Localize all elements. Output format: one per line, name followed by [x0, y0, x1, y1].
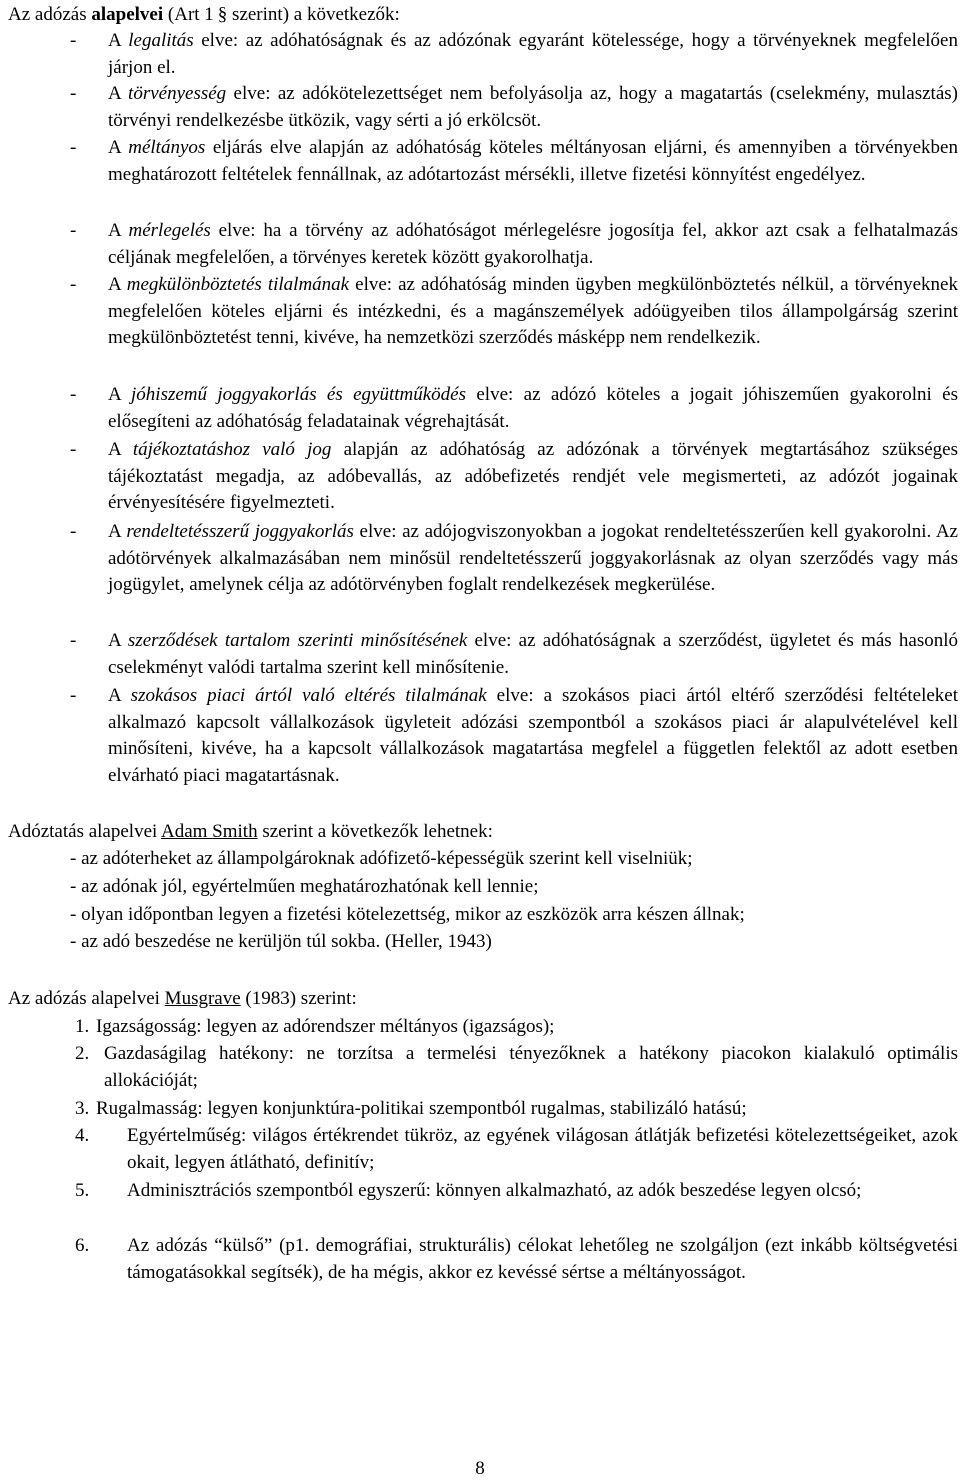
- list-item: [108, 135, 958, 188]
- item-term: megkülönböztetés tilalmának: [126, 274, 350, 295]
- list-item: - az adónak jól, egyértelműen meghatározhatónak kell lennie;: [70, 876, 539, 897]
- item-term: mérlegelés: [128, 220, 211, 241]
- item-prefix: A: [108, 83, 129, 104]
- intro-text: Adóztatás alapelvei: [8, 821, 161, 842]
- list-number: 1.: [75, 1016, 90, 1037]
- section2-intro: [8, 819, 493, 845]
- section3-intro: [8, 986, 357, 1012]
- item-prefix: A: [108, 439, 133, 460]
- list-item: Adminisztrációs szempontból egyszerű: könnyen alkalmazható, az adók beszedése legyen olcsó;: [127, 1180, 862, 1201]
- list-bullet: -: [70, 630, 77, 651]
- item-text: elve: ha a törvény az adóhatóságot mérlegelésre jogosítja fel, akkor azt csak a felhatalmazás céljának megfelelően, a törvényes keretek között gyakorolhatja.: [108, 220, 958, 268]
- list-bullet: -: [70, 439, 77, 460]
- item-text: alapján az adóhatóság az adózónak a törvények megtartásához szükséges tájékoztatást megadja, az adóbevallás, az adóbefizetés rendjét vele megismerteti, az adózót jogainak érvényesítésére figyelmezteti.: [108, 439, 958, 513]
- list-bullet: -: [70, 274, 77, 295]
- item-term: legalitás: [128, 30, 194, 51]
- item-prefix: A: [108, 137, 129, 158]
- page-number: 8: [475, 1458, 485, 1479]
- intro-text: szerint) a következők:: [227, 4, 400, 25]
- list-item: [108, 437, 958, 517]
- list-number: 3.: [75, 1098, 90, 1119]
- list-item: [108, 81, 958, 134]
- list-item: Rugalmasság: legyen konjunktúra-politikai szempontból rugalmas, stabilizáló hatású;: [96, 1098, 747, 1119]
- list-bullet: -: [70, 384, 77, 405]
- list-item: [108, 218, 958, 271]
- list-number: 5.: [75, 1180, 90, 1201]
- item-term: rendeltetésszerű joggyakorlás: [126, 521, 354, 542]
- list-bullet: -: [70, 220, 77, 241]
- list-item: - az adó beszedése ne kerüljön túl sokba. (Heller, 1943): [70, 931, 492, 952]
- list-item: [108, 382, 958, 435]
- item-term: méltányos: [128, 137, 206, 158]
- list-item: Az adózás “külső” (p1. demográfiai, strukturális) célokat lehetőleg ne szolgáljon (ezt inkább költségvetési támogatásokkal segítsék), de ha mégis, akkor ez kevéssé sértse a méltányosságot.: [127, 1235, 958, 1283]
- item-prefix: A: [108, 521, 127, 542]
- list-number: 6.: [75, 1235, 90, 1256]
- item-text: Gazdaságilag hatékony: ne torzítsa a termelési tényezőknek a hatékony piacokon kialakuló optimális allokációját;: [104, 1043, 958, 1091]
- list-bullet: -: [70, 521, 77, 542]
- list-item: - az adóterheket az állampolgároknak adófizető-képességük szerint kell viselniük;: [70, 848, 693, 869]
- item-term: jóhiszemű joggyakorlás és együttműködés: [131, 384, 467, 405]
- list-bullet: -: [70, 30, 77, 51]
- intro-text: Az adózás alapelvei: [8, 988, 165, 1009]
- item-prefix: A: [108, 384, 132, 405]
- intro-bold: alapelvei: [91, 4, 164, 25]
- item-prefix: A: [108, 630, 128, 651]
- item-prefix: A: [108, 274, 127, 295]
- item-prefix: A: [108, 685, 131, 706]
- list-bullet: -: [70, 685, 77, 706]
- section-sign: §: [217, 4, 228, 25]
- list-number: 2.: [75, 1043, 90, 1064]
- item-text: elve: az adóhatóságnak a szerződést, ügyletet és más hasonló cselekményt valódi tartalma szerint kell minősítenie.: [108, 630, 959, 678]
- item-text: elve: az adójogviszonyokban a jogokat rendeltetésszerűen kell gyakorolni. Az adótörvények alkalmazásában nem minősül rendeltetésszerű joggyakorlásnak az olyan szerződés vagy más jogügylet, amelynek célja az adótörvényben foglalt rendelkezések megkerülése.: [108, 521, 958, 595]
- list-item: [104, 1041, 958, 1094]
- item-term: törvényesség: [128, 83, 227, 104]
- intro-text: Az adózás: [8, 4, 92, 25]
- list-item: [108, 519, 958, 599]
- item-text: elve: az adóhatóság minden ügyben megkülönböztetés nélkül, a törvényeknek megfelelően köteles eljárni és intézkedni, és a magánszemélyek adóügyeiben tilos állampolgárság szerint megkülönböztetést tenni, kivéve, ha nemzetközi szerződés másképp nem rendelkezik.: [108, 274, 958, 348]
- list-item: Igazságosság: legyen az adórendszer méltányos (igazságos);: [96, 1016, 555, 1037]
- author-name: Adam Smith: [161, 821, 258, 842]
- list-item: [108, 272, 958, 352]
- item-term: szokásos piaci ártól való eltérés tilalmának: [130, 685, 487, 706]
- list-bullet: -: [70, 83, 77, 104]
- intro-text: szerint a következők lehetnek:: [257, 821, 493, 842]
- item-term: tájékoztatáshoz való jog: [132, 439, 332, 460]
- list-item: [108, 28, 958, 81]
- author-name: Musgrave: [164, 988, 241, 1009]
- list-item: [108, 683, 958, 789]
- list-item: - olyan időpontban legyen a fizetési kötelezettség, mikor az eszközök arra készen állnak;: [70, 904, 745, 925]
- section1-intro: [8, 2, 400, 28]
- intro-text: (1983) szerint:: [240, 988, 357, 1009]
- item-text: elve: az adókötelezettséget nem befolyásolja az, hogy a magatartás (cselekmény, mulasztás) törvényi rendelkezésbe ütközik, vagy sérti a jó erkölcsöt.: [108, 83, 958, 131]
- item-text: elve: az adóhatóságnak és az adózónak egyaránt kötelessége, hogy a törvényeknek megfelelően járjon el.: [108, 30, 958, 78]
- item-text: elve: az adózó köteles a jogait jóhiszeműen gyakorolni és elősegíteni az adóhatóság feladatainak végrehajtását.: [108, 384, 958, 432]
- list-number: 4.: [75, 1125, 90, 1146]
- item-term: szerződések tartalom szerinti minősítésének: [127, 630, 468, 651]
- item-text: elve: a szokásos piaci ártól eltérő szerződési feltételeket alkalmazó kapcsolt vállalkozások ügyleteit adózási szempontból a szokásos piaci ár alapulvételével kell minősíteni, kivéve, ha a kapcsolt vállalkozások magatartása megfelel a független felektől az adott esetben elvárható piaci magatartásnak.: [108, 685, 958, 786]
- list-bullet: -: [70, 137, 77, 158]
- list-item: Egyértelműség: világos értékrendet tükröz, az egyének világosan átlátják befizetési kötelezettségeiket, azok okait, legyen átlátható, definitív;: [127, 1125, 958, 1173]
- item-text: eljárás elve alapján az adóhatóság köteles méltányosan eljárni, és amennyiben a törvényekben meghatározott feltételek fennállnak, az adótartozást mérsékli, illetve fizetési könnyítést engedélyez.: [108, 137, 958, 185]
- item-prefix: A: [108, 30, 129, 51]
- intro-text: (Art 1: [163, 4, 214, 25]
- list-item: [108, 628, 958, 681]
- item-prefix: A: [108, 220, 129, 241]
